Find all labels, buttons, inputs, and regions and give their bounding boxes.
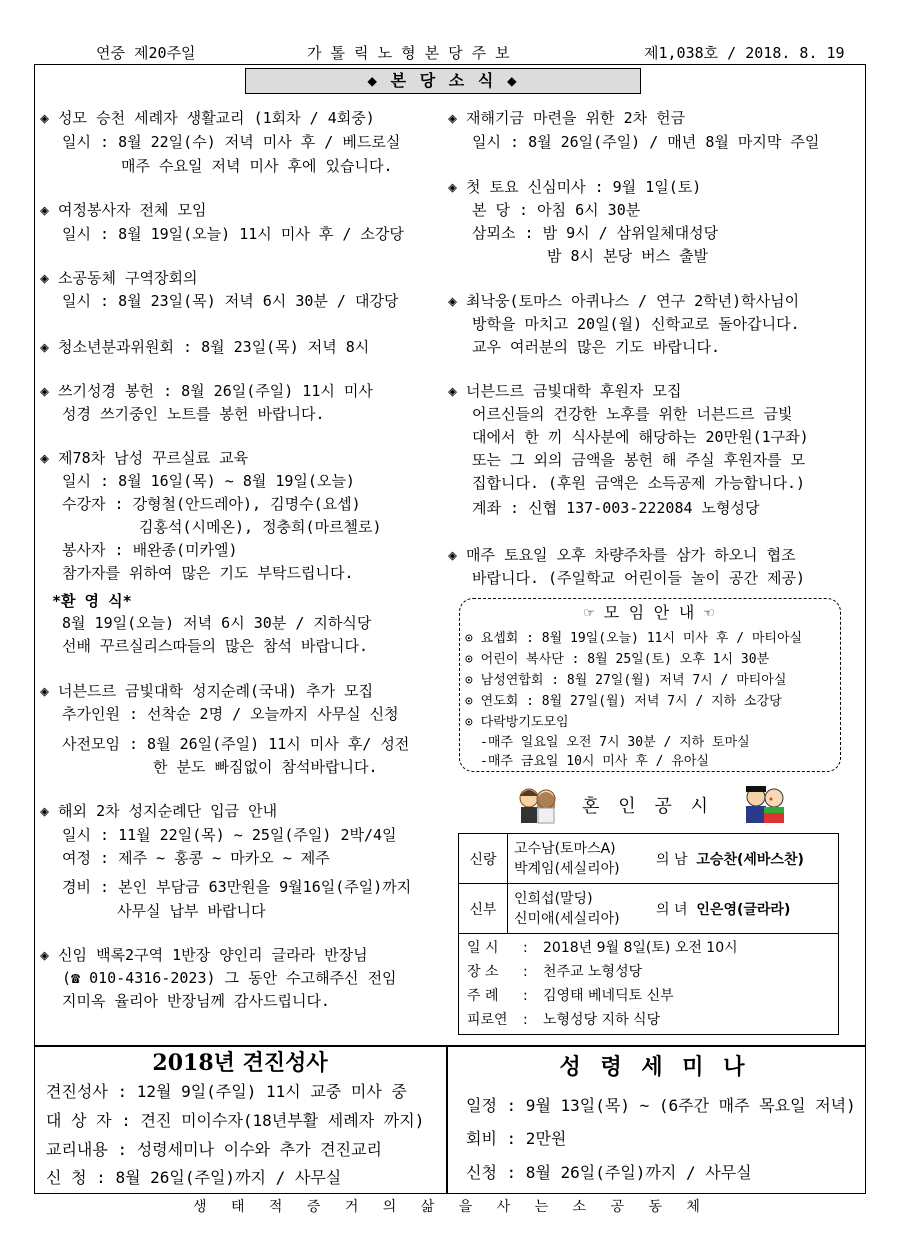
detail-label: 피로연 [467,1012,508,1028]
detail-label: 장 소 [467,964,499,980]
meeting-item: -매주 일요일 오전 7시 30분 / 지하 토마실 [480,735,750,750]
notice-heading: ◈ 성모 승천 세례자 생활교리 (1회차 / 4회중) [40,109,375,127]
notice-line: 대에서 한 끼 식사분에 해당하는 20만원(1구좌) [472,428,809,446]
notice-heading: ◈ 청소년분과위원회 : 8월 23일(목) 저녁 8시 [40,338,370,356]
seminar-title: 성 령 세 미 나 [559,1054,751,1080]
meeting-item: -매주 금요일 10시 미사 후 / 유아실 [480,754,709,769]
footer-motto: 생 태 적 증 거 의 삶 을 사 는 소 공 동 체 [193,1199,705,1215]
notice-line: 일시 : 11월 22일(목) ~ 25일(주일) 2박/4일 [62,826,397,844]
notice-line: 추가인원 : 선착순 2명 / 오늘까지 사무실 신청 [62,705,399,723]
notice-line: 사무실 납부 바랍니다 [117,902,266,920]
notice-heading: ◈ 너븐드르 금빛대학 후원자 모집 [448,382,682,400]
welcome-heading: *환 영 식* [52,592,132,610]
detail-sep: : [523,988,528,1004]
confirmation-row: 교리내용 : 성령세미나 이수와 추가 견진교리 [46,1140,383,1159]
notice-heading: ◈ 재해기금 마련을 위한 2차 헌금 [448,109,686,127]
bride-parents [508,884,651,934]
notice-heading: ◈ 쓰기성경 봉헌 : 8월 26일(주일) 11시 미사 [40,382,373,400]
detail-label: 주 례 [467,988,499,1004]
seminar-row: 회비 : 2만원 [466,1129,567,1148]
meeting-item: ⊙ 어린이 복사단 : 8월 25일(토) 오후 1시 30분 [465,652,770,667]
bride-mother: 신미애(세실리아) [514,910,620,927]
notice-line: 집합니다. (후원 금액은 소득공제 가능합니다.) [472,474,806,492]
groom-mother: 박계임(세실리아) [514,860,620,877]
issue-week: 연중 제20주일 [96,44,196,62]
groom-name: 고승찬(세바스찬) [696,851,804,868]
bride-name-cell [650,884,839,934]
bulletin-title: 가 톨 릭 노 형 본 당 주 보 [307,44,510,62]
notice-heading: ◈ 너븐드르 금빛대학 성지순례(국내) 추가 모집 [40,682,374,700]
groom-label: 신랑 [459,834,508,884]
notice-line: 여정 : 제주 ~ 홍콩 ~ 마카오 ~ 제주 [62,849,330,867]
detail-sep: : [523,1012,528,1028]
notice-line: 매주 수요일 저녁 미사 후에 있습니다. [121,157,393,175]
notice-line: 8월 19일(오늘) 저녁 6시 30분 / 지하식당 [62,614,372,632]
notice-line: 교우 여러분의 많은 기도 바랍니다. [472,338,721,356]
notice-heading: ◈ 여정봉사자 전체 모임 [40,201,207,219]
detail-value: 노형성당 지하 식당 [543,1012,661,1028]
notice-line: 일시 : 8월 22일(수) 저녁 미사 후 / 베드로실 [62,133,401,151]
detail-sep: : [523,964,528,980]
notice-line: 선배 꾸르실리스따들의 많은 참석 바랍니다. [62,637,368,655]
meeting-item: ⊙ 남성연합회 : 8월 27일(월) 저녁 7시 / 마티아실 [465,673,787,688]
wedding-details [459,934,839,1035]
notice-heading: ◈ 제78차 남성 꾸르실료 교육 [40,449,249,467]
account-line: 계좌 : 신협 137-003-222084 노형성당 [472,499,760,517]
notice-heading: ◈ 해외 2차 성지순례단 입금 안내 [40,802,278,820]
couple-illustration [516,784,558,824]
groom-parents [508,834,651,884]
bride-relation: 의 녀 [656,901,688,918]
meeting-item: ⊙ 연도회 : 8월 27일(월) 저녁 7시 / 지하 소강당 [465,694,782,709]
detail-value: 김영태 베네딕토 신부 [543,988,674,1004]
notice-line: 김홍석(시메온), 정충희(마르첼로) [139,518,382,536]
notice-heading: ◈ 신임 백록2구역 1반장 양인리 글라라 반장님 [40,946,368,964]
groom-father: 고수남(토마스A) [514,840,616,857]
detail-label: 일 시 [467,940,499,956]
detail-value: 2018년 9월 8일(토) 오전 10시 [543,940,738,956]
detail-row [467,936,830,960]
notice-line: 사전모임 : 8월 26일(주일) 11시 미사 후/ 성전 [62,735,410,753]
confirmation-title: 2018년 견진성사 [152,1050,328,1076]
notice-line: 한 분도 빠짐없이 참석바랍니다. [153,758,378,776]
notice-line: 봉사자 : 배완종(미카엘) [62,541,238,559]
meetings-title: ☞ 모 임 안 내 ☜ [584,603,714,622]
notice-line: 일시 : 8월 23일(목) 저녁 6시 30분 / 대강당 [62,292,399,310]
marriage-table [458,833,839,1035]
notice-line: 수강자 : 강형철(안드레아), 김명수(요셉) [62,495,361,513]
notice-line: 일시 : 8월 16일(목) ~ 8월 19일(오늘) [62,472,355,490]
seminar-row: 신청 : 8월 26일(주일)까지 / 사무실 [466,1163,752,1182]
notice-line: 방학을 마치고 20일(월) 신학교로 돌아갑니다. [472,315,800,333]
notice-line: 참가자를 위하여 많은 기도 부탁드립니다. [62,564,354,582]
notice-line: 일시 : 8월 19일(오늘) 11시 미사 후 / 소강당 [62,225,404,243]
notice-line: 또는 그 외의 금액을 봉헌 해 주실 후원자를 모 [472,451,806,469]
section-title: ◆ 본 당 소 식 ◆ [245,68,641,94]
bride-name: 인은영(글라라) [696,901,791,918]
notice-heading: ◈ 첫 토요 신심미사 : 9월 1일(토) [448,178,702,196]
bride-father: 인희섭(말딩) [514,890,593,907]
notice-heading: ◈ 매주 토요일 오후 차량주차를 삼가 하오니 협조 [448,546,796,564]
seminar-row: 일정 : 9월 13일(목) ~ (6주간 매주 목요일 저녁) [466,1096,856,1115]
notice-line: 경비 : 본인 부담금 63만원을 9월16일(주일)까지 [62,878,412,896]
notice-line: 성경 쓰기중인 노트를 봉헌 바랍니다. [62,405,325,423]
groom-name-cell [650,834,839,884]
bride-label: 신부 [459,884,508,934]
detail-row [467,984,830,1008]
notice-line: 본 당 : 아침 6시 30분 [472,201,641,219]
detail-sep: : [523,940,528,956]
confirmation-row: 대 상 자 : 견진 미이수자(18년부활 세례자 까지) [46,1111,425,1130]
detail-row [467,1008,830,1032]
meeting-item: ⊙ 요셉회 : 8월 19일(오늘) 11시 미사 후 / 마티아실 [465,631,803,646]
notice-line: 어르신들의 건강한 노후를 위한 너븐드르 금빛 [472,405,793,423]
meeting-item: ⊙ 다락방기도모임 [465,715,569,730]
groom-relation: 의 남 [656,851,688,868]
detail-value: 천주교 노형성당 [543,964,643,980]
confirmation-row: 견진성사 : 12월 9일(주일) 11시 교중 미사 중 [46,1082,407,1101]
detail-row [467,960,830,984]
issue-number-date: 제1,038호 / 2018. 8. 19 [644,44,845,62]
confirmation-row: 신 청 : 8월 26일(주일)까지 / 사무실 [46,1168,342,1187]
notice-line: 밤 8시 본당 버스 출발 [547,247,709,265]
notice-line: 바랍니다. (주일학교 어린이들 놀이 공간 제공) [472,569,806,587]
marriage-title: 혼 인 공 시 [582,796,713,817]
notice-heading: ◈ 소공동체 구역장회의 [40,269,198,287]
notice-line: 삼뫼소 : 밤 9시 / 삼위일체대성당 [472,224,719,242]
notice-heading: ◈ 최낙웅(토마스 아퀴나스 / 연구 2학년)학사님이 [448,292,800,310]
traditional-couple-illustration [740,784,790,824]
notice-line: (☎ 010-4316-2023) 그 동안 수고해주신 전임 [62,969,397,987]
notice-line: 지미옥 율리아 반장님께 감사드립니다. [62,992,330,1010]
notice-line: 일시 : 8월 26일(주일) / 매년 8월 마지막 주일 [472,133,820,151]
